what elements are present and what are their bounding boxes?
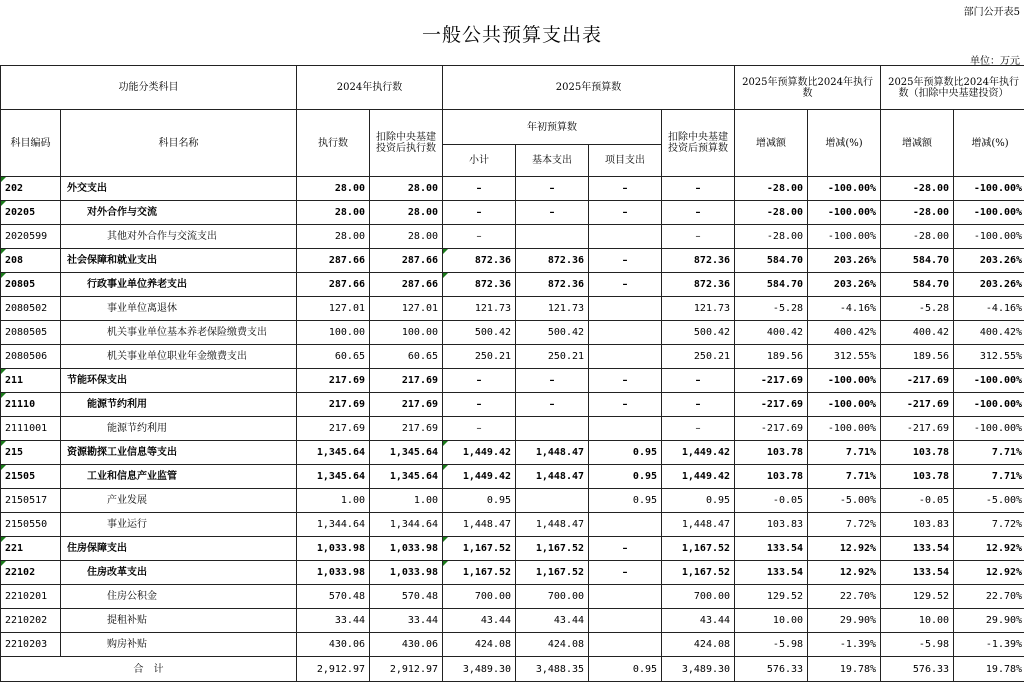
value-cell: 12.92% — [808, 561, 881, 585]
budget-expenditure-table — [0, 65, 1024, 682]
value-cell: 1,167.52 — [662, 537, 735, 561]
subject-name-cell: 对外合作与交流 — [61, 201, 297, 225]
value-cell: -100.00% — [954, 225, 1024, 249]
subject-name-cell: 能源节约利用 — [61, 393, 297, 417]
value-cell: 1,167.52 — [662, 561, 735, 585]
subject-code-cell: 2210203 — [1, 633, 61, 657]
total-value-cell: 576.33 — [735, 657, 808, 682]
subject-code-cell: 215 — [1, 441, 61, 465]
subject-code-cell: 20205 — [1, 201, 61, 225]
value-cell: 287.66 — [297, 249, 370, 273]
table-row — [1, 249, 1024, 273]
value-cell: 129.52 — [881, 585, 954, 609]
value-cell: 22.70% — [808, 585, 881, 609]
value-cell: 7.71% — [808, 465, 881, 489]
value-cell: 121.73 — [443, 297, 516, 321]
value-cell: – — [516, 201, 589, 225]
value-cell: -5.00% — [808, 489, 881, 513]
value-cell: – — [443, 369, 516, 393]
value-cell: 1,449.42 — [443, 441, 516, 465]
value-cell: 700.00 — [662, 585, 735, 609]
value-cell: – — [662, 177, 735, 201]
total-value-cell: 3,488.35 — [516, 657, 589, 682]
subject-name-cell: 能源节约利用 — [61, 417, 297, 441]
value-cell: 217.69 — [370, 369, 443, 393]
subject-code-cell: 20805 — [1, 273, 61, 297]
value-cell: -217.69 — [735, 417, 808, 441]
value-cell: -100.00% — [954, 417, 1024, 441]
value-cell: 424.08 — [443, 633, 516, 657]
value-cell: 43.44 — [662, 609, 735, 633]
header-inc-amt-2: 增减额 — [881, 110, 954, 177]
value-cell: – — [589, 561, 662, 585]
value-cell: – — [443, 417, 516, 441]
value-cell: 1,448.47 — [443, 513, 516, 537]
value-cell: 12.92% — [808, 537, 881, 561]
value-cell: 700.00 — [443, 585, 516, 609]
value-cell: 133.54 — [735, 561, 808, 585]
value-cell: – — [589, 249, 662, 273]
value-cell — [589, 297, 662, 321]
value-cell: 400.42 — [881, 321, 954, 345]
value-cell: 584.70 — [881, 249, 954, 273]
subject-code-cell: 2111001 — [1, 417, 61, 441]
value-cell: -100.00% — [808, 393, 881, 417]
value-cell: 250.21 — [662, 345, 735, 369]
header-budget-excl: 扣除中央基建投资后预算数 — [662, 110, 735, 177]
value-cell: -4.16% — [954, 297, 1024, 321]
value-cell: -28.00 — [881, 225, 954, 249]
value-cell: 217.69 — [297, 393, 370, 417]
subject-name-cell: 外交支出 — [61, 177, 297, 201]
unit-label: 单位：万元 — [970, 52, 1020, 67]
value-cell — [516, 417, 589, 441]
value-cell: 1,345.64 — [370, 465, 443, 489]
header-subject-name: 科目名称 — [61, 110, 297, 177]
subject-code-cell: 2080506 — [1, 345, 61, 369]
table-row — [1, 297, 1024, 321]
value-cell: 133.54 — [881, 537, 954, 561]
table-row — [1, 489, 1024, 513]
subject-code-cell: 21505 — [1, 465, 61, 489]
value-cell: 103.83 — [881, 513, 954, 537]
subject-name-cell: 产业发展 — [61, 489, 297, 513]
value-cell: 1,448.47 — [516, 465, 589, 489]
table-row — [1, 177, 1024, 201]
value-cell: 872.36 — [662, 249, 735, 273]
value-cell: -28.00 — [881, 177, 954, 201]
value-cell: 872.36 — [662, 273, 735, 297]
table-row — [1, 441, 1024, 465]
value-cell: 33.44 — [370, 609, 443, 633]
value-cell: 1,448.47 — [516, 513, 589, 537]
value-cell: 584.70 — [735, 273, 808, 297]
value-cell: 424.08 — [516, 633, 589, 657]
value-cell: 203.26% — [808, 273, 881, 297]
page-title: 一般公共预算支出表 — [0, 20, 1024, 47]
value-cell: – — [589, 201, 662, 225]
value-cell: – — [516, 177, 589, 201]
value-cell: -28.00 — [735, 177, 808, 201]
total-value-cell: 2,912.97 — [370, 657, 443, 682]
value-cell: 1,449.42 — [662, 465, 735, 489]
total-value-cell: 3,489.30 — [662, 657, 735, 682]
value-cell: 100.00 — [297, 321, 370, 345]
value-cell: – — [589, 369, 662, 393]
value-cell: 1,167.52 — [516, 561, 589, 585]
value-cell — [589, 321, 662, 345]
value-cell: 29.90% — [954, 609, 1024, 633]
value-cell: 430.06 — [297, 633, 370, 657]
table-row — [1, 225, 1024, 249]
total-value-cell: 576.33 — [881, 657, 954, 682]
value-cell: -0.05 — [881, 489, 954, 513]
header-compare-excl: 2025年预算数比2024年执行数（扣除中央基建投资） — [881, 66, 1024, 110]
value-cell — [589, 633, 662, 657]
value-cell: 0.95 — [662, 489, 735, 513]
value-cell: – — [589, 273, 662, 297]
subject-name-cell: 行政事业单位养老支出 — [61, 273, 297, 297]
value-cell: 60.65 — [370, 345, 443, 369]
value-cell: -1.39% — [954, 633, 1024, 657]
value-cell: 500.42 — [516, 321, 589, 345]
value-cell: 0.95 — [443, 489, 516, 513]
value-cell: 28.00 — [297, 201, 370, 225]
value-cell: 28.00 — [297, 177, 370, 201]
value-cell: -5.98 — [735, 633, 808, 657]
value-cell: 1.00 — [370, 489, 443, 513]
value-cell: – — [443, 225, 516, 249]
value-cell: 1,448.47 — [662, 513, 735, 537]
value-cell — [516, 225, 589, 249]
value-cell: 103.78 — [735, 465, 808, 489]
value-cell: – — [589, 177, 662, 201]
value-cell: 121.73 — [662, 297, 735, 321]
subject-code-cell: 221 — [1, 537, 61, 561]
value-cell: – — [662, 201, 735, 225]
value-cell: 133.54 — [881, 561, 954, 585]
table-body — [1, 177, 1024, 682]
value-cell: – — [662, 369, 735, 393]
table-row — [1, 465, 1024, 489]
value-cell: 100.00 — [370, 321, 443, 345]
value-cell: 127.01 — [370, 297, 443, 321]
value-cell: – — [662, 393, 735, 417]
value-cell: 1,345.64 — [297, 441, 370, 465]
value-cell: – — [589, 537, 662, 561]
subject-code-cell: 208 — [1, 249, 61, 273]
value-cell: 7.72% — [954, 513, 1024, 537]
value-cell: 1,033.98 — [370, 561, 443, 585]
header-exec-2024: 2024年执行数 — [297, 66, 443, 110]
value-cell: 312.55% — [808, 345, 881, 369]
value-cell: 1,344.64 — [297, 513, 370, 537]
total-label: 合 计 — [1, 657, 297, 682]
total-value-cell: 3,489.30 — [443, 657, 516, 682]
subject-code-cell: 2210202 — [1, 609, 61, 633]
value-cell: 1,167.52 — [516, 537, 589, 561]
value-cell: 189.56 — [735, 345, 808, 369]
value-cell: -28.00 — [735, 201, 808, 225]
subject-name-cell: 其他对外合作与交流支出 — [61, 225, 297, 249]
subject-code-cell: 2080502 — [1, 297, 61, 321]
table-row — [1, 393, 1024, 417]
value-cell: -5.00% — [954, 489, 1024, 513]
table-row — [1, 513, 1024, 537]
subject-code-cell: 211 — [1, 369, 61, 393]
value-cell: 43.44 — [516, 609, 589, 633]
value-cell: 400.42% — [808, 321, 881, 345]
header-exec-excl: 扣除中央基建投资后执行数 — [370, 110, 443, 177]
subject-name-cell: 社会保障和就业支出 — [61, 249, 297, 273]
table-row — [1, 633, 1024, 657]
value-cell: 424.08 — [662, 633, 735, 657]
value-cell: 103.78 — [881, 465, 954, 489]
value-cell: 121.73 — [516, 297, 589, 321]
value-cell: -100.00% — [954, 369, 1024, 393]
subject-code-cell: 202 — [1, 177, 61, 201]
header-exec: 执行数 — [297, 110, 370, 177]
value-cell: 22.70% — [954, 585, 1024, 609]
header-inc-pct-1: 增减(%) — [808, 110, 881, 177]
subject-name-cell: 资源勘探工业信息等支出 — [61, 441, 297, 465]
value-cell: 570.48 — [370, 585, 443, 609]
value-cell: 28.00 — [370, 225, 443, 249]
value-cell: 60.65 — [297, 345, 370, 369]
value-cell: -100.00% — [954, 393, 1024, 417]
value-cell: 28.00 — [370, 201, 443, 225]
value-cell: -217.69 — [735, 393, 808, 417]
header-func-class: 功能分类科目 — [1, 66, 297, 110]
subject-name-cell: 住房保障支出 — [61, 537, 297, 561]
subject-code-cell: 2080505 — [1, 321, 61, 345]
value-cell — [589, 585, 662, 609]
value-cell: 7.71% — [808, 441, 881, 465]
value-cell: – — [516, 393, 589, 417]
value-cell: 872.36 — [516, 273, 589, 297]
value-cell: -5.28 — [735, 297, 808, 321]
header-budget-2025: 2025年预算数 — [443, 66, 735, 110]
value-cell: 12.92% — [954, 561, 1024, 585]
value-cell: 700.00 — [516, 585, 589, 609]
value-cell: -217.69 — [881, 369, 954, 393]
value-cell: 12.92% — [954, 537, 1024, 561]
value-cell: – — [516, 369, 589, 393]
value-cell — [589, 345, 662, 369]
subject-code-cell: 2020599 — [1, 225, 61, 249]
table-row — [1, 609, 1024, 633]
value-cell: 189.56 — [881, 345, 954, 369]
value-cell: 287.66 — [370, 273, 443, 297]
subject-code-cell: 2150550 — [1, 513, 61, 537]
value-cell: -217.69 — [881, 417, 954, 441]
value-cell: 33.44 — [297, 609, 370, 633]
subject-name-cell: 住房公积金 — [61, 585, 297, 609]
value-cell: 217.69 — [370, 393, 443, 417]
table-row — [1, 273, 1024, 297]
subject-code-cell: 21110 — [1, 393, 61, 417]
subject-name-cell: 工业和信息产业监管 — [61, 465, 297, 489]
value-cell: 217.69 — [297, 417, 370, 441]
header-basic: 基本支出 — [516, 145, 589, 177]
value-cell: 203.26% — [808, 249, 881, 273]
value-cell: 1,345.64 — [297, 465, 370, 489]
value-cell — [589, 513, 662, 537]
value-cell: 29.90% — [808, 609, 881, 633]
value-cell: 0.95 — [589, 441, 662, 465]
value-cell: 10.00 — [735, 609, 808, 633]
value-cell: 28.00 — [370, 177, 443, 201]
value-cell: 1,345.64 — [370, 441, 443, 465]
table-row — [1, 369, 1024, 393]
value-cell: -5.98 — [881, 633, 954, 657]
header-inc-pct-2: 增减(%) — [954, 110, 1024, 177]
total-value-cell: 0.95 — [589, 657, 662, 682]
subject-code-cell: 22102 — [1, 561, 61, 585]
subject-name-cell: 住房改革支出 — [61, 561, 297, 585]
table-row — [1, 585, 1024, 609]
value-cell: 430.06 — [370, 633, 443, 657]
value-cell: 250.21 — [516, 345, 589, 369]
value-cell — [589, 417, 662, 441]
value-cell: 28.00 — [297, 225, 370, 249]
table-row — [1, 561, 1024, 585]
value-cell: -28.00 — [735, 225, 808, 249]
table-row — [1, 537, 1024, 561]
value-cell: 250.21 — [443, 345, 516, 369]
total-row — [1, 657, 1024, 682]
header-compare-exec: 2025年预算数比2024年执行数 — [735, 66, 881, 110]
subject-name-cell: 事业运行 — [61, 513, 297, 537]
value-cell — [589, 225, 662, 249]
value-cell: 584.70 — [881, 273, 954, 297]
table-row — [1, 417, 1024, 441]
value-cell: 1,449.42 — [443, 465, 516, 489]
table-row — [1, 321, 1024, 345]
value-cell: -217.69 — [881, 393, 954, 417]
value-cell: 1,033.98 — [370, 537, 443, 561]
subject-name-cell: 节能环保支出 — [61, 369, 297, 393]
header-project: 项目支出 — [589, 145, 662, 177]
value-cell: 1,448.47 — [516, 441, 589, 465]
value-cell: 584.70 — [735, 249, 808, 273]
subject-name-cell: 购房补贴 — [61, 633, 297, 657]
value-cell: 217.69 — [297, 369, 370, 393]
value-cell: 103.78 — [735, 441, 808, 465]
value-cell: 7.71% — [954, 465, 1024, 489]
value-cell: -4.16% — [808, 297, 881, 321]
subject-name-cell: 机关事业单位基本养老保险缴费支出 — [61, 321, 297, 345]
value-cell: -1.39% — [808, 633, 881, 657]
value-cell: -100.00% — [808, 225, 881, 249]
value-cell: – — [662, 225, 735, 249]
value-cell: 7.72% — [808, 513, 881, 537]
value-cell — [589, 609, 662, 633]
value-cell: 129.52 — [735, 585, 808, 609]
value-cell: – — [662, 417, 735, 441]
value-cell: 872.36 — [443, 273, 516, 297]
value-cell: 570.48 — [297, 585, 370, 609]
value-cell: 1,167.52 — [443, 537, 516, 561]
value-cell: 287.66 — [370, 249, 443, 273]
value-cell: 217.69 — [370, 417, 443, 441]
subject-code-cell: 2150517 — [1, 489, 61, 513]
value-cell: 103.83 — [735, 513, 808, 537]
value-cell: 1,033.98 — [297, 561, 370, 585]
value-cell: 203.26% — [954, 273, 1024, 297]
value-cell: 133.54 — [735, 537, 808, 561]
header-initial-budget: 年初预算数 — [443, 110, 662, 145]
value-cell: -100.00% — [808, 417, 881, 441]
table-number-label: 部门公开表5 — [964, 3, 1020, 18]
value-cell: -28.00 — [881, 201, 954, 225]
value-cell: – — [589, 393, 662, 417]
value-cell: 400.42 — [735, 321, 808, 345]
value-cell: 1.00 — [297, 489, 370, 513]
value-cell: 872.36 — [516, 249, 589, 273]
header-subject-code: 科目编码 — [1, 110, 61, 177]
total-value-cell: 19.78% — [954, 657, 1024, 682]
subject-name-cell: 机关事业单位职业年金缴费支出 — [61, 345, 297, 369]
value-cell: -5.28 — [881, 297, 954, 321]
value-cell: 1,033.98 — [297, 537, 370, 561]
value-cell — [516, 489, 589, 513]
value-cell: -100.00% — [954, 201, 1024, 225]
value-cell: – — [443, 201, 516, 225]
subject-name-cell: 提租补贴 — [61, 609, 297, 633]
header-inc-amt-1: 增减额 — [735, 110, 808, 177]
table-row — [1, 201, 1024, 225]
value-cell: – — [443, 177, 516, 201]
value-cell: 500.42 — [443, 321, 516, 345]
value-cell: 10.00 — [881, 609, 954, 633]
value-cell: 400.42% — [954, 321, 1024, 345]
value-cell: -217.69 — [735, 369, 808, 393]
value-cell: 0.95 — [589, 489, 662, 513]
value-cell: 872.36 — [443, 249, 516, 273]
total-value-cell: 19.78% — [808, 657, 881, 682]
value-cell: 312.55% — [954, 345, 1024, 369]
value-cell: 103.78 — [881, 441, 954, 465]
value-cell: -100.00% — [808, 177, 881, 201]
header-subtotal: 小计 — [443, 145, 516, 177]
value-cell: 287.66 — [297, 273, 370, 297]
value-cell: -100.00% — [808, 369, 881, 393]
value-cell: -100.00% — [808, 201, 881, 225]
value-cell: 127.01 — [297, 297, 370, 321]
subject-code-cell: 2210201 — [1, 585, 61, 609]
value-cell: -0.05 — [735, 489, 808, 513]
value-cell: 203.26% — [954, 249, 1024, 273]
value-cell: 7.71% — [954, 441, 1024, 465]
total-value-cell: 2,912.97 — [297, 657, 370, 682]
value-cell: 1,344.64 — [370, 513, 443, 537]
value-cell: -100.00% — [954, 177, 1024, 201]
value-cell: 1,167.52 — [443, 561, 516, 585]
subject-name-cell: 事业单位离退休 — [61, 297, 297, 321]
value-cell: 43.44 — [443, 609, 516, 633]
value-cell: – — [443, 393, 516, 417]
table-row — [1, 345, 1024, 369]
value-cell: 500.42 — [662, 321, 735, 345]
value-cell: 1,449.42 — [662, 441, 735, 465]
value-cell: 0.95 — [589, 465, 662, 489]
